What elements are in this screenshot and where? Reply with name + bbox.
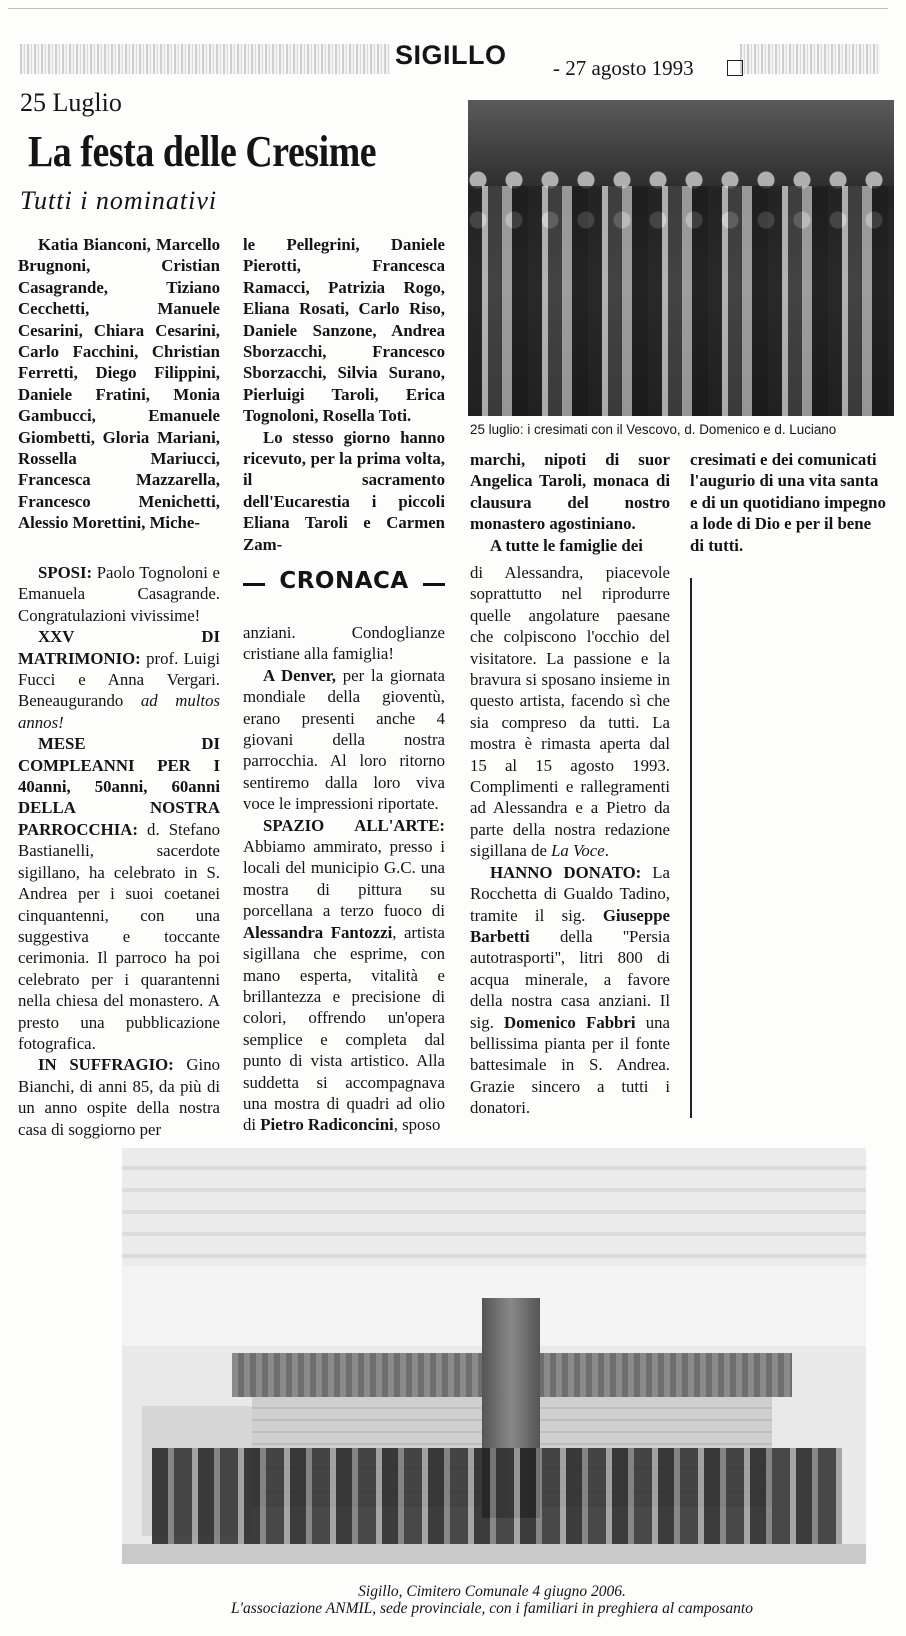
header-band-left xyxy=(20,44,390,74)
sposi-item: SPOSI: Paolo Tognoloni e Emanuela Casagrande. Congratulazioni vivissime! xyxy=(18,563,220,625)
art-item-cont: di Alessandra, piacevole soprattutto nel riprodurre quelle angolature paesane che colpiscono l'occhio del visitatore. La passione e la bravura si sposano insieme in questo artista, facendo sì che sia compreso da tutti. La mostra è rimasta aperta dal 15 al 15 agosto 1993. Complimenti e rallegramenti ad Alessandra e a Pietro da parte della nostra redazione sigillana de La Voce. xyxy=(470,563,670,861)
families-paragraph: A tutte le famiglie dei xyxy=(490,535,643,555)
column-divider xyxy=(690,578,692,1118)
issue-date: - 27 agosto 1993 xyxy=(553,56,694,80)
article-kicker: 25 Luglio xyxy=(20,88,122,117)
header-band-right xyxy=(740,44,880,74)
cronaca-label: CRONACA xyxy=(279,568,409,594)
names-list-part-2: le Pellegrini, Daniele Pierotti, Francesca Ramacci, Patrizia Rogo, Eliana Rosati, Carlo Riso, Daniele Sanzone, Andrea Sborzacchi, Francesco Sborzacchi, Silvia Surano, Pierluigi Taroli, Erica Tognoloni, Rosella Toti. xyxy=(243,235,445,426)
denver-item: A Denver, per la giornata mondiale della gioventù, erano presenti anche 4 giovani della nostra parrocchia. Al loro ritorno sentiremo dalla loro viva voce le impressioni riportate. xyxy=(243,665,446,814)
cronaca-section-title xyxy=(243,566,445,600)
anniversary-item: XXV DI MATRIMONIO: prof. Luigi Fucci e Anna Vergari. Beneaugurando ad multos annos! xyxy=(18,627,220,732)
square-bullet-icon xyxy=(727,60,743,76)
cronaca-column-1 xyxy=(18,562,220,1140)
top-rule xyxy=(8,8,888,9)
cronaca-column-3 xyxy=(470,562,670,1119)
article-column-3 xyxy=(470,449,670,556)
eucharist-paragraph: Lo stesso giorno hanno ricevuto, per la prima volta, il sacramento dell'Eucarestia i piccoli Eliana Taroli e Carmen Zam- xyxy=(243,427,445,554)
cronaca-column-2 xyxy=(243,622,445,1136)
masthead: SIGILLO xyxy=(395,40,507,70)
suffragio-item: IN SUFFRAGIO: Gino Bianchi, di anni 85, da più di un anno ospite della nostra casa di soggiorno per xyxy=(18,1055,220,1139)
confirmation-photo-caption: 25 luglio: i cresimati con il Vescovo, d. Domenico e d. Luciano xyxy=(470,422,837,437)
eucharist-paragraph-cont: marchi, nipoti di suor Angelica Taroli, monaca di clausura del nostro monastero agostiniano. xyxy=(470,450,670,534)
families-paragraph-cont: cresimati e dei comunicati l'augurio di una vita santa e di un quotidiano impegno a lode di Dio e per il bene di tutti. xyxy=(690,450,886,555)
caption-line-1: Sigillo, Cimitero Comunale 4 giugno 2006. xyxy=(358,1583,626,1600)
donations-item: HANNO DONATO: La Rocchetta di Gualdo Tadino, tramite il sig. Giuseppe Barbetti della ''Persia autotrasporti'', litri 800 di acqua minerale, a favore della nostra casa anziani. Il sig. Domenico Fabbri una bellissima pianta per il fonte battesimale in S. Andrea. Grazie sincero a tutti i donatori. xyxy=(470,862,670,1118)
article-column-1 xyxy=(18,234,220,534)
birthdays-item: MESE DI COMPLEANNI PER I 40anni, 50anni, 60anni DELLA NOSTRA PARROCCHIA: d. Stefano Bastianelli, sacerdote sigillano, ha celebrato in S. Andrea per i suoi coetanei cinquantenni, con una suggestiva e toccante cerimonia. Il parroco ha poi celebrato per i quarantenni nella chiesa del monastero. A presto una pubblicazione fotografica. xyxy=(18,734,220,1053)
cemetery-photo-caption xyxy=(100,1583,884,1617)
names-list-part-1: Katia Bianconi, Marcello Brugnoni, Cristian Casagrande, Tiziano Cecchetti, Manuele Cesarini, Chiara Cesarini, Carlo Facchini, Christian Ferretti, Diego Filippini, Daniele Fratini, Monia Gambucci, Emanuele Giombetti, Gloria Mariani, Rossella Mariucci, Francesca Mazzarella, Francesco Menichetti, Alessio Morettini, Miche- xyxy=(18,235,220,533)
article-column-2 xyxy=(243,234,445,555)
article-subhead: Tutti i nominativi xyxy=(20,186,218,215)
article-headline: La festa delle Cresime xyxy=(28,127,377,176)
art-item: SPAZIO ALL'ARTE: Abbiamo ammirato, presso i locali del municipio G.C. una mostra di pittura su porcellana a terzo fuoco di Alessandra Fantozzi, artista sigillana che esprime, con mano esperta, vitalità e brillantezza e precisione di colori, offrendo un'opera semplice e completa dal punto di vista artistico. Alla suddetta si accompagnava una mostra di quadri ad olio di Pietro Radiconcini, sposo xyxy=(243,815,445,1135)
confirmation-group-photo xyxy=(468,100,894,416)
cemetery-group-photo xyxy=(122,1148,866,1564)
caption-line-2: L'associazione ANMIL, sede provinciale, con i familiari in preghiera al camposanto xyxy=(231,1600,753,1617)
article-column-4 xyxy=(690,449,888,556)
suffragio-item-cont: anziani. Condoglianze cristiane alla famiglia! xyxy=(243,623,445,664)
